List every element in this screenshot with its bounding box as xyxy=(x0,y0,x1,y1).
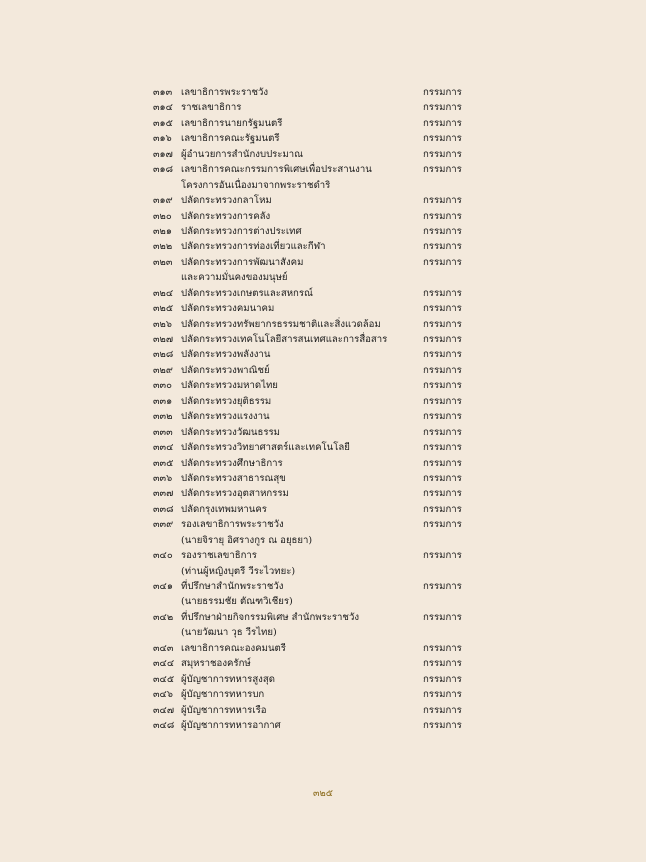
entry-role: กรรมการ xyxy=(423,426,462,438)
entry-number: ๓๔๔ xyxy=(153,658,175,670)
entry-role: กรรมการ xyxy=(423,87,462,98)
entry-role: กรรมการ xyxy=(423,442,462,454)
list-item xyxy=(0,131,646,146)
list-item xyxy=(0,502,646,517)
entry-number: ๓๔๐ xyxy=(153,550,173,562)
entry-position-title: ปลัดกระทรวงอุตสาหกรรม xyxy=(181,488,289,500)
entry-role: กรรมการ xyxy=(423,148,462,160)
list-item xyxy=(0,471,646,486)
entry-role: กรรมการ xyxy=(423,395,462,407)
entry-position-title: ปลัดกระทรวงแรงงาน xyxy=(181,411,270,423)
entry-role: กรรมการ xyxy=(423,225,462,237)
entry-role: กรรมการ xyxy=(423,581,462,592)
entry-number: ๓๑๘ xyxy=(153,164,174,176)
entry-number: ๓๒๑ xyxy=(153,225,172,237)
list-item xyxy=(0,456,646,471)
list-item xyxy=(0,394,646,409)
list-item xyxy=(0,332,646,347)
entry-number: ๓๓๗ xyxy=(153,488,174,500)
entry-number: ๓๓๖ xyxy=(153,472,173,484)
entry-number: ๓๑๗ xyxy=(153,148,173,160)
entry-number: ๓๓๓ xyxy=(153,426,173,438)
entry-role: กรรมการ xyxy=(423,472,462,484)
entry-position-title: ที่ปรึกษาฝ่ายกิจกรรมพิเศษ สำนักพระราชวัง xyxy=(181,611,360,623)
entry-position-title: ปลัดกระทรวงสาธารณสุข xyxy=(181,472,286,484)
entry-position-title: ปลัดกระทรวงมหาดไทย xyxy=(181,380,278,392)
committee-list xyxy=(0,85,646,733)
entry-role: กรรมการ xyxy=(423,349,462,361)
list-item xyxy=(0,703,646,718)
list-item xyxy=(0,363,646,378)
entry-position-title: ราชเลขาธิการ xyxy=(181,102,242,114)
entry-continuation-text: (นายธรรมชัย ตัณฑวิเชียร) xyxy=(181,596,293,608)
list-item xyxy=(0,317,646,332)
entry-number: ๓๒๘ xyxy=(153,349,174,361)
entry-continuation-text: และความมั่นคงของมนุษย์ xyxy=(181,272,288,284)
entry-number: ๓๒๗ xyxy=(153,334,174,345)
list-item xyxy=(0,517,646,532)
entry-position-title: ปลัดกระทรวงเกษตรและสหกรณ์ xyxy=(181,287,313,299)
entry-position-title: เลขาธิการคณะรัฐมนตรี xyxy=(181,133,280,145)
list-item xyxy=(0,579,646,594)
entry-position-title: ปลัดกระทรวงการต่างประเทศ xyxy=(181,225,302,237)
list-item xyxy=(0,209,646,224)
list-item xyxy=(0,440,646,455)
entry-number: ๓๒๕ xyxy=(153,303,174,315)
list-item xyxy=(0,687,646,702)
page-number: ๓๒๕ xyxy=(313,788,333,799)
entry-role: กรรมการ xyxy=(423,380,462,392)
list-item xyxy=(0,193,646,208)
list-item xyxy=(0,224,646,239)
entry-role: กรรมการ xyxy=(423,133,462,145)
entry-position-title: รองราชเลขาธิการ xyxy=(181,550,257,562)
entry-position-title: เลขาธิการนายกรัฐมนตรี xyxy=(181,117,283,129)
entry-role: กรรมการ xyxy=(423,611,462,623)
list-item-continuation xyxy=(0,270,646,285)
list-item xyxy=(0,548,646,563)
entry-role: กรรมการ xyxy=(423,550,462,562)
entry-position-title: เลขาธิการพระราชวัง xyxy=(181,87,269,98)
entry-position-title: รองเลขาธิการพระราชวัง xyxy=(181,519,284,531)
entry-role: กรรมการ xyxy=(423,503,462,515)
entry-role: กรรมการ xyxy=(423,673,462,685)
entry-position-title: ปลัดกระทรวงเทคโนโลยีสารสนเทศและการสื่อสาร xyxy=(181,334,388,345)
entry-number: ๓๒๖ xyxy=(153,318,172,330)
entry-number: ๓๑๓ xyxy=(153,87,173,98)
entry-position-title: ปลัดกระทรวงยุติธรรม xyxy=(181,395,272,407)
entry-number: ๓๒๓ xyxy=(153,256,173,268)
entry-position-title: ปลัดกระทรวงศึกษาธิการ xyxy=(181,457,283,469)
entry-role: กรรมการ xyxy=(423,334,462,345)
entry-role: กรรมการ xyxy=(423,102,462,114)
list-item xyxy=(0,147,646,162)
entry-number: ๓๒๙ xyxy=(153,364,173,376)
entry-number: ๓๔๘ xyxy=(153,719,175,731)
entry-position-title: ปลัดกระทรวงพลังงาน xyxy=(181,349,271,361)
entry-number: ๓๒๒ xyxy=(153,241,173,253)
entry-position-title: ผู้อำนวยการสำนักงบประมาณ xyxy=(181,148,304,160)
list-item xyxy=(0,409,646,424)
entry-number: ๓๓๒ xyxy=(153,411,173,423)
entry-position-title: ผู้บัญชาการทหารอากาศ xyxy=(181,719,281,731)
entry-number: ๓๑๔ xyxy=(153,102,173,114)
entry-position-title: ปลัดกระทรวงการคลัง xyxy=(181,210,271,222)
entry-position-title: ผู้บัญชาการทหารเรือ xyxy=(181,704,267,716)
entry-continuation-text: (นายจิรายุ อิศรางกูร ณ อยุธยา) xyxy=(181,534,313,546)
list-item xyxy=(0,656,646,671)
entry-position-title: ปลัดกระทรวงพาณิชย์ xyxy=(181,364,270,376)
list-item xyxy=(0,378,646,393)
list-item-continuation xyxy=(0,533,646,548)
entry-position-title: ผู้บัญชาการทหารบก xyxy=(181,689,265,701)
entry-position-title: ปลัดกระทรวงการท่องเที่ยวและกีฬา xyxy=(181,241,326,253)
entry-position-title: ปลัดกระทรวงวัฒนธรรม xyxy=(181,426,280,438)
entry-number: ๓๑๕ xyxy=(153,117,173,129)
entry-position-title: ปลัดกระทรวงคมนาคม xyxy=(181,303,275,315)
entry-role: กรรมการ xyxy=(423,658,462,670)
entry-role: กรรมการ xyxy=(423,303,462,315)
entry-role: กรรมการ xyxy=(423,364,462,376)
entry-role: กรรมการ xyxy=(423,195,462,207)
entry-role: กรรมการ xyxy=(423,287,462,299)
entry-number: ๓๔๑ xyxy=(153,581,173,592)
entry-number: ๓๓๐ xyxy=(153,380,172,392)
entry-position-title: สมุหราชองครักษ์ xyxy=(181,658,251,670)
entry-position-title: ปลัดกระทรวงกลาโหม xyxy=(181,195,272,207)
entry-continuation-text: โครงการอันเนื่องมาจากพระราชดำริ xyxy=(181,179,331,191)
entry-number: ๓๓๕ xyxy=(153,457,174,469)
entry-position-title: เลขาธิการคณะกรรมการพิเศษเพื่อประสานงาน xyxy=(181,164,372,176)
list-item xyxy=(0,85,646,100)
entry-number: ๓๔๒ xyxy=(153,611,174,623)
list-item xyxy=(0,610,646,625)
entry-number: ๓๓๙ xyxy=(153,519,174,531)
list-item xyxy=(0,301,646,316)
entry-role: กรรมการ xyxy=(423,719,462,731)
entry-role: กรรมการ xyxy=(423,689,462,701)
list-item xyxy=(0,239,646,254)
list-item xyxy=(0,718,646,733)
entry-role: กรรมการ xyxy=(423,411,462,423)
entry-role: กรรมการ xyxy=(423,457,462,469)
entry-position-title: ปลัดกระทรวงทรัพยากรธรรมชาติและสิ่งแวดล้อม xyxy=(181,318,381,330)
list-item-continuation xyxy=(0,564,646,579)
entry-role: กรรมการ xyxy=(423,642,462,654)
entry-number: ๓๔๕ xyxy=(153,673,175,685)
entry-position-title: ที่ปรึกษาสำนักพระราชวัง xyxy=(181,581,284,592)
entry-number: ๓๔๖ xyxy=(153,689,173,701)
list-item-continuation xyxy=(0,594,646,609)
list-item xyxy=(0,347,646,362)
list-item xyxy=(0,162,646,177)
entry-position-title: เลขาธิการคณะองคมนตรี xyxy=(181,642,286,654)
entry-role: กรรมการ xyxy=(423,256,462,268)
entry-number: ๓๒๔ xyxy=(153,287,174,299)
list-item xyxy=(0,672,646,687)
list-item xyxy=(0,641,646,656)
entry-number: ๓๓๘ xyxy=(153,503,174,515)
list-item xyxy=(0,116,646,131)
entry-position-title: ผู้บัญชาการทหารสูงสุด xyxy=(181,673,275,685)
entry-position-title: ปลัดกระทรวงวิทยาศาสตร์และเทคโนโลยี xyxy=(181,442,350,454)
entry-role: กรรมการ xyxy=(423,164,462,176)
entry-number: ๓๔๗ xyxy=(153,704,175,716)
list-item xyxy=(0,425,646,440)
entry-number: ๓๑๙ xyxy=(153,195,173,207)
list-item-continuation xyxy=(0,178,646,193)
entry-number: ๓๑๖ xyxy=(153,133,172,145)
entry-role: กรรมการ xyxy=(423,519,462,531)
entry-role: กรรมการ xyxy=(423,318,462,330)
entry-number: ๓๒๐ xyxy=(153,210,172,222)
entry-continuation-text: (ท่านผู้หญิงบุตรี วีระไวทยะ) xyxy=(181,565,296,577)
entry-role: กรรมการ xyxy=(423,117,462,129)
entry-number: ๓๓๑ xyxy=(153,395,173,407)
entry-continuation-text: (นายวัฒนา วุธ วีรไทย) xyxy=(181,627,277,639)
entry-position-title: ปลัดกรุงเทพมหานคร xyxy=(181,503,267,515)
entry-position-title: ปลัดกระทรวงการพัฒนาสังคม xyxy=(181,256,304,268)
entry-role: กรรมการ xyxy=(423,241,462,253)
list-item xyxy=(0,100,646,115)
entry-role: กรรมการ xyxy=(423,210,462,222)
entry-number: ๓๓๔ xyxy=(153,442,174,454)
entry-number: ๓๔๓ xyxy=(153,642,174,654)
entry-role: กรรมการ xyxy=(423,704,462,716)
list-item-continuation xyxy=(0,625,646,640)
list-item xyxy=(0,255,646,270)
entry-role: กรรมการ xyxy=(423,488,462,500)
list-item xyxy=(0,286,646,301)
list-item xyxy=(0,486,646,501)
